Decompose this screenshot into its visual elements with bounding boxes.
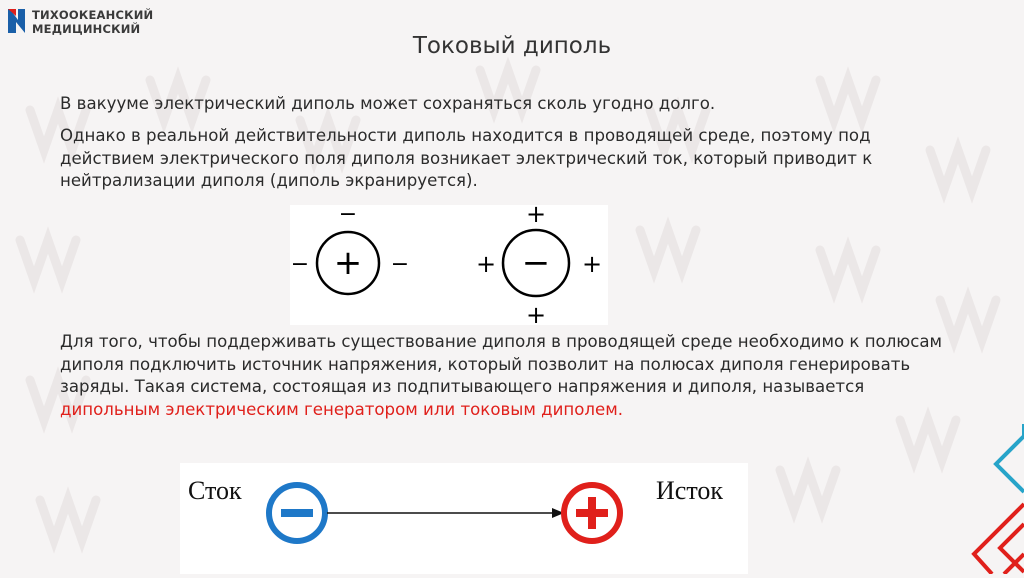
negative-outer-left: −	[290, 252, 310, 277]
corner-decoration	[914, 424, 1024, 574]
positive-outer-left: +	[475, 250, 497, 278]
positive-center-sign: +	[333, 243, 363, 283]
negative-center-sign: −	[521, 243, 551, 283]
institution-logo-icon	[5, 6, 29, 36]
paragraph-vacuum: В вакууме электрический диполь может сохраняться сколь угодно долго.	[60, 94, 716, 113]
positive-outer-top: +	[525, 205, 547, 228]
logo-line-1: ТИХООКЕАНСКИЙ	[32, 8, 154, 22]
sink-minus-sign	[281, 509, 313, 517]
logo-line-2: МЕДИЦИНСКИЙ	[32, 22, 141, 36]
positive-outer-bottom: +	[525, 301, 547, 325]
current-dipole-diagram	[180, 463, 748, 574]
logo-text	[32, 8, 153, 36]
negative-outer-top: −	[338, 205, 358, 227]
slide-title: Токовый диполь	[412, 33, 612, 59]
positive-outer-right: +	[581, 250, 603, 278]
screening-diagram	[290, 205, 608, 325]
paragraph-conducting-medium: Однако в реальной действительности диполь находится в проводящей среде, поэтому под действием электрического поля диполя возникает электрический ток, который приводит к нейтрализации диполя (диполь экранируется).	[60, 126, 873, 191]
sink-label: Сток	[188, 476, 242, 505]
highlighted-term: дипольным электрическим генератором или токовым диполем.	[60, 399, 624, 419]
paragraph-text: Для того, чтобы поддерживать существование диполя в проводящей среде необходимо к полюсам диполя подключить источник напряжения, который позволит на полюсах диполя генерировать заряды. Такая система, состоящая из подпитывающего напряжения и диполя, называется	[60, 332, 943, 397]
screening-figure	[290, 205, 608, 325]
current-dipole-figure	[180, 463, 748, 574]
source-plus-vertical	[588, 497, 596, 529]
negative-outer-right: −	[390, 252, 410, 277]
source-label: Исток	[656, 476, 723, 505]
paragraph-current-dipole	[60, 331, 960, 421]
